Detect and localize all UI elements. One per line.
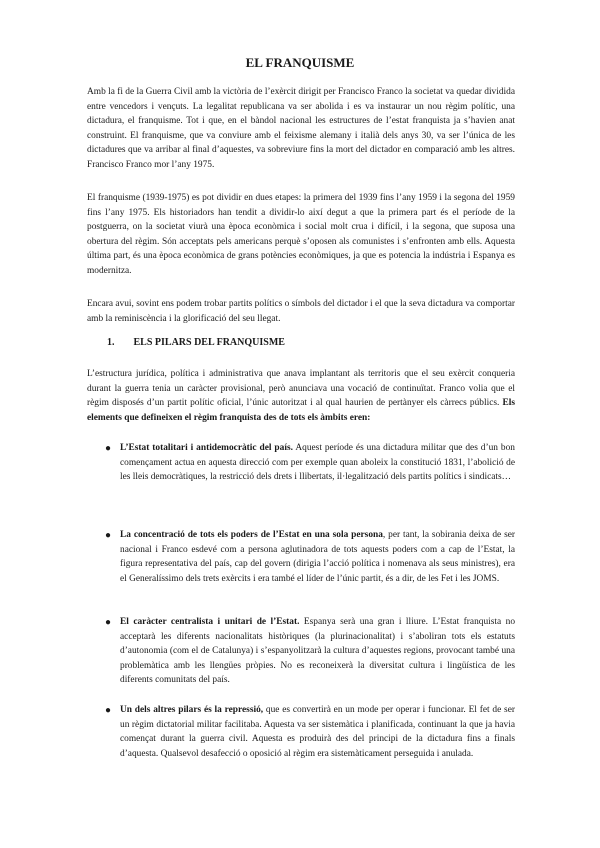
section-title: ELS PILARS DEL FRANQUISME bbox=[133, 337, 285, 348]
document-title: EL FRANQUISME bbox=[245, 55, 355, 70]
bullet-body: , per tant, la sobirania deixa de ser nacional i Franco esdevé com a persona aglutinadora de tots aquests poders com a cap de l’Estat, la figura representativa del país, cap del govern (dirigia l’acció política i nomenava als seus ministres), era el Generalíssimo dels trets exèrcits i era també el líder de l’únic partit, és a dir, de les Fet i les JOMS. bbox=[120, 530, 515, 584]
bullet-text bbox=[120, 441, 515, 485]
intro-paragraph-1: Amb la fi de la Guerra Civil amb la victòria de l’exèrcit dirigit per Francisco Franco la societat va quedar dividida entre vencedors i vençuts. La legalitat republicana va ser abolida i es va instaurar un nou règim polític, una dictadura, el franquisme. Tot i que, en el bàndol nacional les estructures de l’estat franquista ja s’havien anat construint. El franquisme, que va conviure amb el feixisme alemany i italià dels anys 30, va ser l’única de les dictadures que va arribar al final d’aquestes, va sobreviure fins la mort del dictador en comparació amb les altres. Francisco Franco mor l’any 1975. bbox=[87, 87, 515, 170]
bullet-icon: ● bbox=[105, 443, 112, 454]
bullet-icon: ● bbox=[105, 530, 112, 541]
section-lead-text: L’estructura jurídica, política i administrativa que anava implantant als territoris que el seu exèrcit conqueria durant la guerra tenia un caràcter provisional, però anunciava una vocació de continuïtat. Franco volia que el règim disposés d’un partit polític oficial, l’únic autoritzat i al qual haurien de pertànyer els càrrecs públics. bbox=[87, 369, 515, 409]
section-number: 1. bbox=[107, 337, 115, 348]
bullet-bold: L’Estat totalitari i antidemocràtic del país. bbox=[120, 443, 293, 453]
bullet-text bbox=[120, 703, 515, 761]
bullet-body: Aquest període és una dictadura militar que des d’un bon començament actua en aquesta direcció com per exemple quan aboleix la constitució 1831, l’abolició de les lleis democràtiques, la restricció dels drets i llibertats, il·legalització dels partits polítics i sindicats… bbox=[120, 443, 515, 483]
bullet-body: que es convertirà en un mode per operar i funcionar. El fet de ser un règim dictatorial militar facilitaba. Aquesta va ser sistemàtica i planificada, continuant la que ja havia començat durant la guerra civil. Aquesta es produirà des del principi de la dictadura fins a finals d’aquesta. Qualsevol desafecció o oposició al règim era sistemàticament perseguida i anulada. bbox=[120, 705, 515, 759]
intro-paragraph-2: El franquisme (1939-1975) es pot dividir en dues etapes: la primera del 1939 fins l’any 1959 i la segona del 1959 fins l’any 1975. Els historiadors han tendit a dividir-lo així degut a que la primera part és el període de la postguerra, on la societat viurà una època econòmica i social molt crua i difícil, i la segona, que suposa una obertura del règim. Són acceptats pels americans perquè s’oposen als comunistes i s’enfronten amb ells. Aquesta última part, és una època econòmica de grans potències econòmiques, ja que es potencia la indústria i Espanya es modernitza. bbox=[87, 193, 515, 276]
bullet-bold: Un dels altres pilars és la repressió, bbox=[120, 705, 264, 715]
bullet-icon: ● bbox=[105, 705, 112, 716]
bullet-body: Espanya serà una gran i lliure. L’Estat franquista no acceptarà les diferents nacionalitats històriques (la plurinacionalitat) i s’aboliran tots els estatuts d’autonomia (com el de Catalunya) i s’espanyolitzarà la cultura d’aquestes regions, provocant també una problemàtica amb les llengües pròpies. No es reconeixerà la diversitat cultura i lingüística de les diferents comunitats del país. bbox=[120, 617, 516, 686]
bullet-item bbox=[87, 615, 515, 688]
section-heading bbox=[107, 337, 285, 348]
bullet-item bbox=[87, 441, 515, 485]
bullet-bold: El caràcter centralista i unitari de l’Estat. bbox=[120, 617, 300, 627]
bullet-bold: La concentració de tots els poders de l’Estat en una sola persona bbox=[120, 530, 383, 540]
bullet-text bbox=[120, 528, 515, 586]
bullet-item bbox=[87, 703, 515, 761]
bullet-item bbox=[87, 528, 515, 586]
section-lead-paragraph bbox=[87, 367, 515, 425]
bullet-text bbox=[120, 615, 515, 688]
section-lead-bold: Els elements que defineixen el règim franquista des de tots els àmbits eren: bbox=[87, 398, 515, 423]
bullet-icon: ● bbox=[105, 617, 112, 628]
intro-paragraph-3: Encara avui, sovint ens podem trobar partits polítics o símbols del dictador i el que la seva dictadura va comportar amb la reminiscència i la glorificació del seu llegat. bbox=[87, 299, 515, 324]
